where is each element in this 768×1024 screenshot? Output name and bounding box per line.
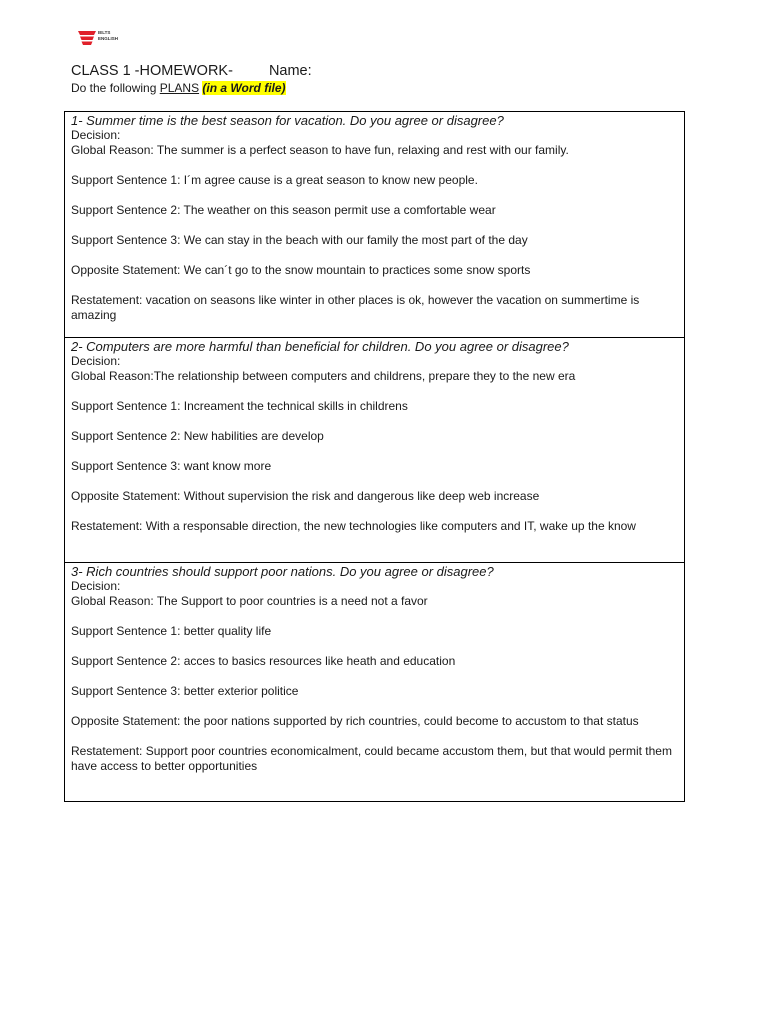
plan-3-support-3: Support Sentence 3: better exterior politice (71, 684, 299, 698)
plan-3-decision: Decision: (71, 579, 121, 593)
plan-2-global-reason: Global Reason:The relationship between computers and childrens, prepare they to the new era (71, 369, 576, 383)
plan-1-support-1: Support Sentence 1: I´m agree cause is a great season to know new people. (71, 173, 478, 187)
plan-3-support-2: Support Sentence 2: acces to basics resources like heath and education (71, 654, 456, 668)
plan-2-support-3: Support Sentence 3: want know more (71, 459, 272, 473)
logo-stripes-icon (76, 28, 98, 48)
plan-1-restatement: Restatement: vacation on seasons like winter in other places is ok, however the vacation on summertime is amazing (71, 293, 640, 322)
plan-2-support-1: Support Sentence 1: Increament the technical skills in childrens (71, 399, 408, 413)
plan-1-support-3: Support Sentence 3: We can stay in the beach with our family the most part of the day (71, 233, 528, 247)
plan-3-question: 3- Rich countries should support poor nations. Do you agree or disagree? (71, 564, 494, 579)
instructions-highlight: (in a Word file) (202, 81, 286, 95)
plan-1-global-reason: Global Reason: The summer is a perfect season to have fun, relaxing and rest with our family. (71, 143, 569, 157)
logo-line-1: IELTS (98, 30, 111, 35)
plan-2-restatement: Restatement: With a responsable direction, the new technologies like computers and IT, wake up the know (71, 519, 636, 533)
plan-1-question: 1- Summer time is the best season for vacation. Do you agree or disagree? (71, 113, 504, 128)
instructions-prefix: Do the following (71, 81, 160, 95)
logo (76, 28, 136, 48)
page-title (71, 63, 312, 79)
instructions-plans: PLANS (159, 81, 200, 95)
instructions (71, 81, 286, 95)
plan-3-support-1: Support Sentence 1: better quality life (71, 624, 272, 638)
plans-table (64, 111, 685, 802)
logo-line-2: ENGLISH (98, 35, 119, 41)
plan-1-decision: Decision: (71, 128, 121, 142)
plan-3-opposite: Opposite Statement: the poor nations supported by rich countries, could become to accustom to that status (71, 714, 639, 728)
plan-2-question: 2- Computers are more harmful than beneficial for children. Do you agree or disagree? (71, 339, 569, 354)
homework-title: CLASS 1 -HOMEWORK- (71, 63, 233, 79)
plan-1-support-2: Support Sentence 2: The weather on this season permit use a comfortable wear (71, 203, 496, 217)
plan-cell-1 (65, 112, 684, 338)
plan-1-opposite: Opposite Statement: We can´t go to the snow mountain to practices some snow sports (71, 263, 531, 277)
logo-text (98, 30, 118, 41)
plan-3-global-reason: Global Reason: The Support to poor countries is a need not a favor (71, 594, 428, 608)
plan-2-opposite: Opposite Statement: Without supervision the risk and dangerous like deep web increase (71, 489, 540, 503)
name-label: Name: (268, 63, 312, 79)
plan-3-restatement: Restatement: Support poor countries economicalment, could became accustom them, but that would permit them have access to better opportunities (71, 744, 672, 773)
plan-cell-3 (65, 563, 684, 801)
plan-2-decision: Decision: (71, 354, 121, 368)
plan-cell-2 (65, 338, 684, 563)
plan-2-support-2: Support Sentence 2: New habilities are develop (71, 429, 324, 443)
